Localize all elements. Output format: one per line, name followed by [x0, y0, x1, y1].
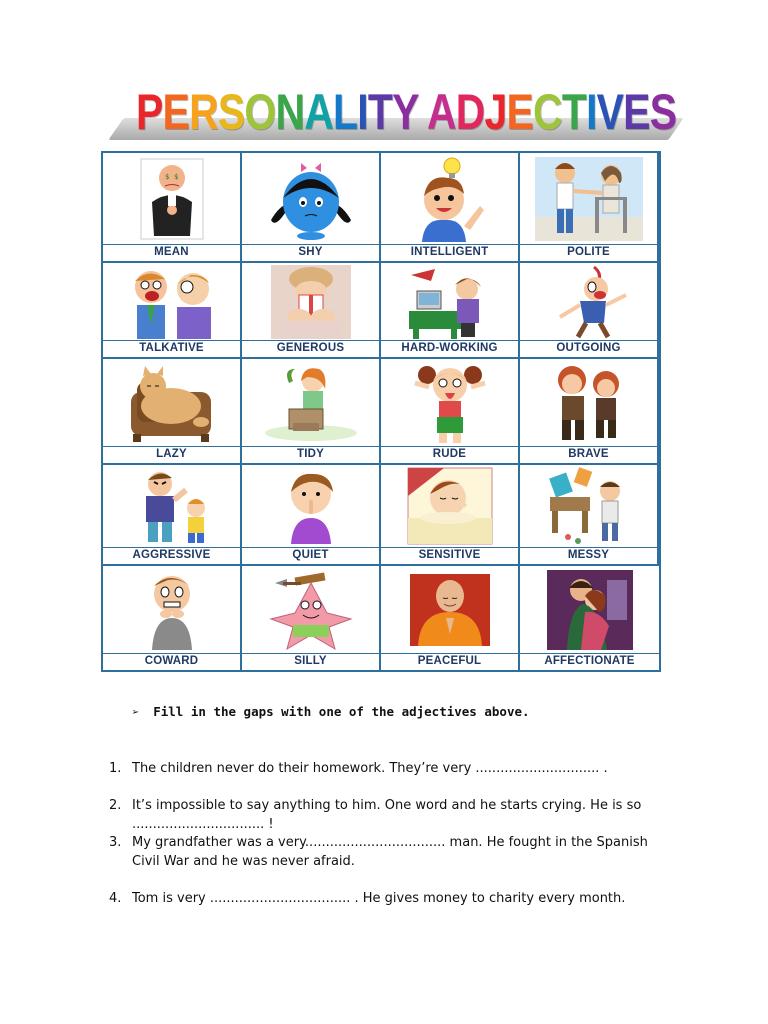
- grid-cell-talkative: [103, 263, 242, 359]
- adjective-label: POLITE: [520, 244, 657, 261]
- adjective-label: BRAVE: [520, 446, 657, 463]
- grid-cell-aggressive: [103, 465, 242, 566]
- title-letter: T: [367, 84, 393, 140]
- adjective-label: MEAN: [103, 244, 240, 261]
- grid-cell-hard-working: [381, 263, 520, 359]
- grid-cell-tidy: [242, 359, 381, 465]
- grid-cell-generous: [242, 263, 381, 359]
- aggressive-man-icon: [103, 465, 240, 547]
- grid-cell-lazy: [103, 359, 242, 465]
- generous-gift-icon: [242, 263, 379, 340]
- grid-cell-affectionate: [520, 566, 659, 670]
- adjective-label: RUDE: [381, 446, 518, 463]
- title-letter: S: [649, 84, 677, 140]
- grid-cell-shy: [242, 153, 381, 263]
- adjective-label: LAZY: [103, 446, 240, 463]
- grid-cell-polite: [520, 153, 659, 263]
- question-number: 3.: [109, 835, 122, 850]
- question-text: It’s impossible to say anything to him. One word and he starts crying. He is so ................................ !: [132, 798, 642, 832]
- title-letter: L: [333, 84, 358, 140]
- brave-boys-icon: [520, 359, 657, 446]
- grid-cell-sensitive: [381, 465, 520, 566]
- question-number: 4.: [109, 891, 122, 906]
- adjective-label: HARD-WORKING: [381, 340, 518, 357]
- grid-cell-rude: [381, 359, 520, 465]
- question-item: [109, 889, 669, 908]
- adjective-label: OUTGOING: [520, 340, 657, 357]
- instruction-text: Fill in the gaps with one of the adjectives above.: [153, 704, 530, 719]
- coward-man-icon: [103, 566, 240, 653]
- title-letter: I: [586, 84, 597, 140]
- messy-room-icon: [520, 465, 657, 547]
- mean-man-icon: [103, 153, 240, 244]
- grid-cell-brave: [520, 359, 659, 465]
- adjective-label: MESSY: [520, 547, 657, 564]
- title-letter: T: [561, 84, 587, 140]
- grid-cell-coward: [103, 566, 242, 670]
- title-space: [418, 84, 427, 140]
- hard-working-desk-icon: [381, 263, 518, 340]
- question-number: 2.: [109, 798, 122, 813]
- grid-cell-intelligent: [381, 153, 520, 263]
- grid-cell-outgoing: [520, 263, 659, 359]
- title-letter: A: [426, 84, 456, 140]
- adjective-label: PEACEFUL: [381, 653, 518, 670]
- title-letter: R: [189, 84, 218, 140]
- lazy-cat-icon: [103, 359, 240, 446]
- intelligent-boy-icon: [381, 153, 518, 244]
- title-letter: E: [623, 84, 650, 140]
- adjective-label: SHY: [242, 244, 379, 261]
- talkative-men-icon: [103, 263, 240, 340]
- adjective-label: TALKATIVE: [103, 340, 240, 357]
- grid-cell-quiet: [242, 465, 381, 566]
- svg-text:$: $: [164, 172, 169, 181]
- rude-girl-icon: [381, 359, 518, 446]
- title-letter: J: [484, 84, 507, 140]
- grid-cell-mean: [103, 153, 242, 263]
- svg-text:$: $: [173, 172, 178, 181]
- title-letter: N: [275, 84, 305, 140]
- title-block: [108, 80, 688, 146]
- arrow-bullet-icon: ➢: [132, 705, 140, 719]
- title-letter: D: [455, 84, 485, 140]
- adjective-label: QUIET: [242, 547, 379, 564]
- tidy-girl-icon: [242, 359, 379, 446]
- exercise-instruction: [132, 704, 530, 719]
- title-letter: E: [506, 84, 534, 140]
- adjective-label: COWARD: [103, 653, 240, 670]
- title-letter: V: [596, 84, 624, 140]
- question-text: Tom is very .................................. . He gives money to charity every month.: [132, 891, 626, 906]
- title-letter: O: [244, 84, 276, 140]
- quiet-girl-icon: [242, 465, 379, 547]
- adjective-label: SENSITIVE: [381, 547, 518, 564]
- title-letter: S: [217, 84, 245, 140]
- grid-cell-silly: [242, 566, 381, 670]
- title-letter: C: [533, 84, 562, 140]
- grid-cell-messy: [520, 465, 659, 566]
- title-letter: A: [304, 84, 334, 140]
- title-letter: E: [162, 84, 190, 140]
- adjective-label: AGGRESSIVE: [103, 547, 240, 564]
- title-letter: P: [136, 84, 163, 140]
- affectionate-couple-icon: [520, 566, 659, 653]
- outgoing-man-icon: [520, 263, 657, 340]
- sensitive-crying-icon: [381, 465, 518, 547]
- adjective-label: INTELLIGENT: [381, 244, 518, 261]
- shy-creature-icon: [242, 153, 379, 244]
- peaceful-monk-icon: [381, 566, 518, 653]
- adjective-grid: [101, 151, 661, 672]
- adjective-label: TIDY: [242, 446, 379, 463]
- question-item: [109, 759, 669, 778]
- question-text: My grandfather was a very.................................. man. He fought in the Spanish Civil War and he was never afraid.: [132, 835, 648, 869]
- silly-starfish-icon: [242, 566, 379, 653]
- question-text: The children never do their homework. They’re very .............................. .: [132, 761, 608, 776]
- adjective-label: SILLY: [242, 653, 379, 670]
- question-item: [109, 796, 669, 834]
- title-letter: I: [357, 84, 368, 140]
- adjective-label: GENEROUS: [242, 340, 379, 357]
- adjective-label: AFFECTIONATE: [520, 653, 659, 670]
- page-title: [136, 84, 676, 140]
- question-item: [109, 833, 669, 871]
- polite-helping-icon: [520, 153, 657, 244]
- question-number: 1.: [109, 761, 122, 776]
- grid-cell-peaceful: [381, 566, 520, 670]
- title-letter: Y: [392, 84, 418, 140]
